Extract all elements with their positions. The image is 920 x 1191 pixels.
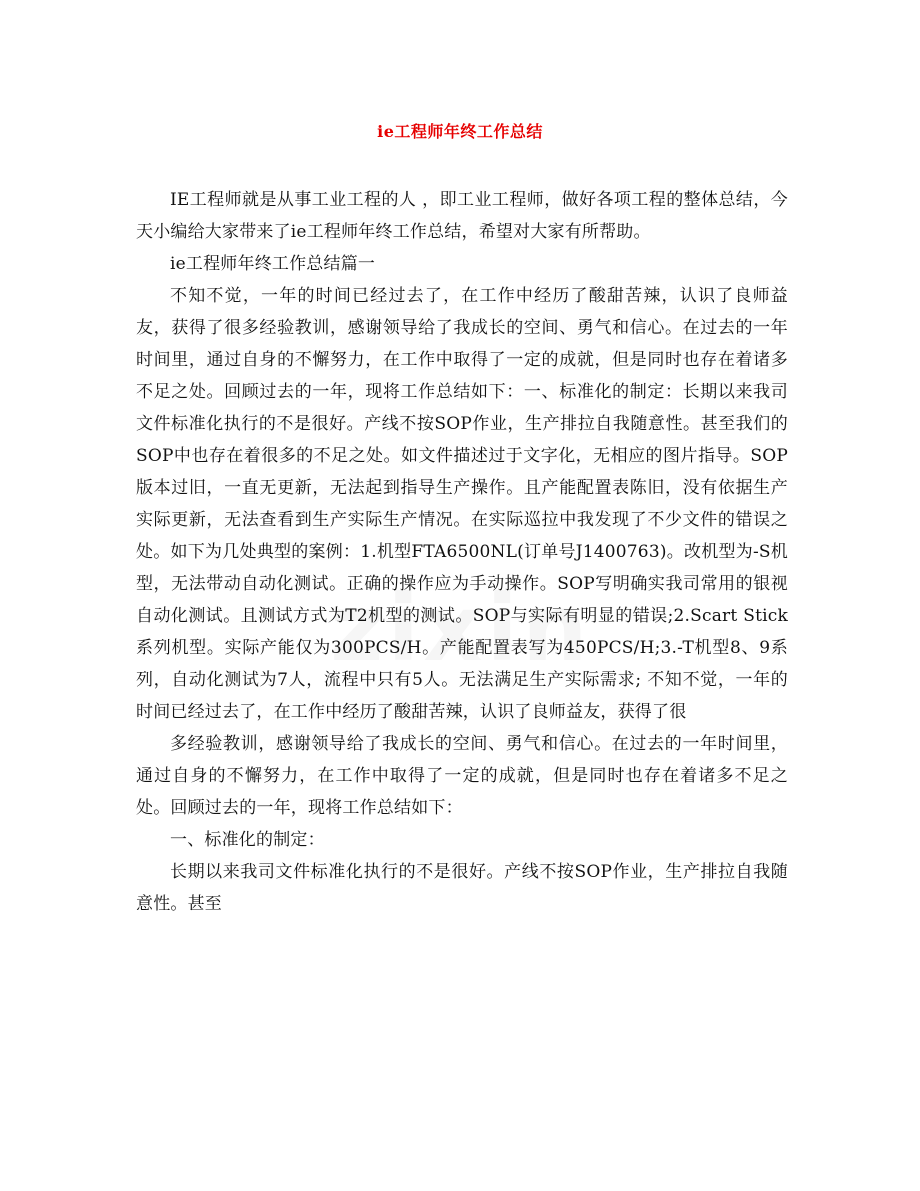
paragraph-standardization: 长期以来我司文件标准化执行的不是很好。产线不按SOP作业，生产排拉自我随意性。甚至	[136, 862, 788, 914]
document-title: ie工程师年终工作总结	[377, 122, 543, 141]
paragraph-intro: IE工程师就是从事工业工程的人 ，即工业工程师，做好各项工程的整体总结，今天小编给大家带来了ie工程师年终工作总结，希望对大家有所帮助。	[136, 190, 788, 242]
section-heading: ie工程师年终工作总结篇一	[170, 254, 376, 274]
subheading-standardization: 一、标准化的制定：	[170, 830, 325, 850]
paragraph-continued: 多经验教训，感谢领导给了我成长的空间、勇气和信心。在过去的一年时间里，通过自身的不懈努力，在工作中取得了一定的成就，但是同时也存在着诸多不足之处。回顾过去的一年，现将工作总结如下：	[136, 734, 788, 818]
document-body	[136, 184, 788, 920]
paragraph-main: 不知不觉，一年的时间已经过去了，在工作中经历了酸甜苦辣，认识了良师益友，获得了很多经验教训，感谢领导给了我成长的空间、勇气和信心。在过去的一年时间里，通过自身的不懈努力，在工作中取得了一定的成就，但是同时也存在着诸多不足之处。回顾过去的一年，现将工作总结如下：一、标准化的制定：长期以来我司文件标准化执行的不是很好。产线不按SOP作业，生产排拉自我随意性。甚至我们的SOP中也存在着很多的不足之处。如文件描述过于文字化，无相应的图片指导。SOP版本过旧，一直无更新，无法起到指导生产操作。且产能配置表陈旧，没有依据生产实际更新，无法查看到生产实际生产情况。在实际巡拉中我发现了不少文件的错误之处。如下为几处典型的案例：1.机型FTA6500NL(订单号J1400763)。改机型为-S机型，无法带动自动化测试。正确的操作应为手动操作。SOP写明确实我司常用的银视自动化测试。且测试方式为T2机型的测试。SOP与实际有明显的错误;2.Scart Stick系列机型。实际产能仅为300PCS/H。产能配置表写为450PCS/H;3.-T机型8、9系列，自动化测试为7人，流程中只有5人。无法满足生产实际需求; 不知不觉，一年的时间已经过去了，在工作中经历了酸甜苦辣，认识了良师益友，获得了很	[136, 286, 788, 722]
